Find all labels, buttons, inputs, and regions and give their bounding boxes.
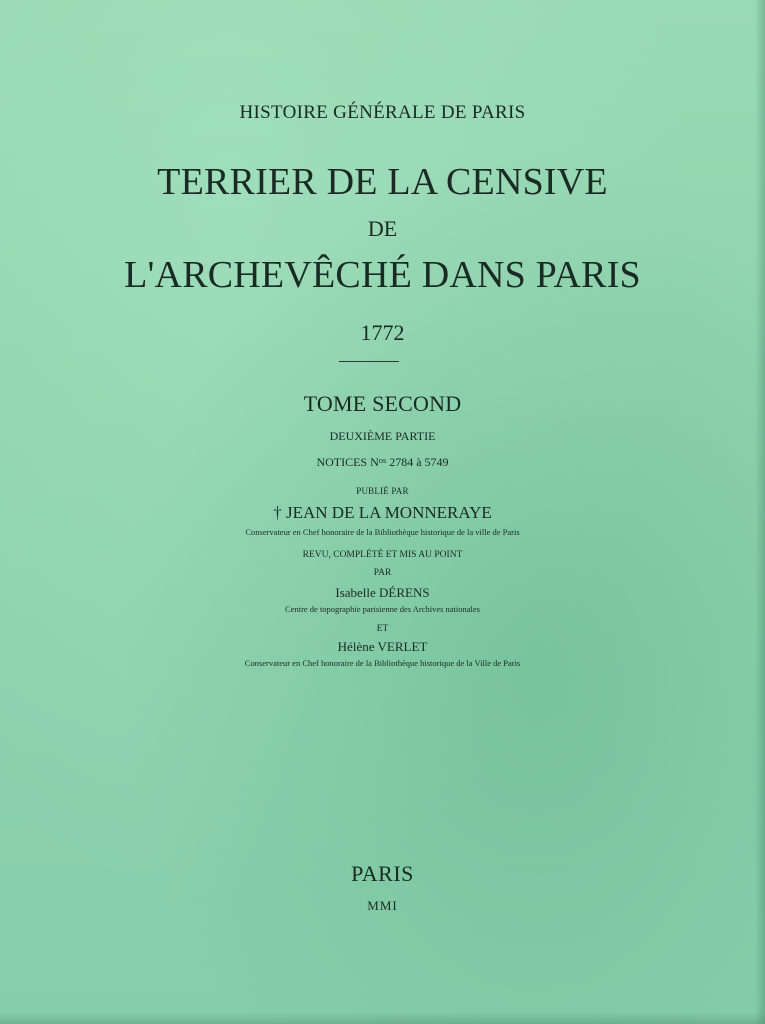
title-divider <box>339 361 399 362</box>
notices-range <box>0 456 765 468</box>
by-label: PAR <box>373 568 392 578</box>
volume-label: TOME SECOND <box>303 391 462 416</box>
cover-edge-shadow-bottom <box>0 1012 765 1024</box>
editor-2-role: Conservateur en Chef honoraire de la Bibliothèque historique de la Ville de Paris <box>244 658 521 668</box>
and-label: ET <box>376 624 389 634</box>
notices-prefix: NOTICES N <box>316 455 379 469</box>
notices-numbers: 2784 à 5749 <box>386 455 449 469</box>
book-title-line-2: DE <box>367 216 398 241</box>
editor-1-role: Centre de topographie parisienne des Archives nationales <box>285 604 480 614</box>
book-title-line-1: TERRIER DE LA CENSIVE <box>157 161 608 203</box>
publication-place: PARIS <box>351 861 414 886</box>
author-role: Conservateur en Chef honoraire de la Bibliothèque historique de la ville de Paris <box>245 527 520 537</box>
notices-superscript: os <box>378 456 387 466</box>
book-title-line-3: L'ARCHEVÊCHÉ DANS PARIS <box>124 254 641 296</box>
part-label: DEUXIÈME PARTIE <box>329 429 436 443</box>
publication-date: MMI <box>367 898 398 913</box>
editor-2-name: Hélène VERLET <box>337 639 428 654</box>
revised-label: REVU, COMPLÉTÉ ET MIS AU POINT <box>302 550 463 560</box>
author-name: † JEAN DE LA MONNERAYE <box>273 503 492 522</box>
title-year: 1772 <box>360 320 405 345</box>
series-title: HISTOIRE GÉNÉRALE DE PARIS <box>239 102 526 123</box>
editor-1-name: Isabelle DÉRENS <box>335 585 430 600</box>
published-by-label: PUBLIÉ PAR <box>356 486 409 496</box>
